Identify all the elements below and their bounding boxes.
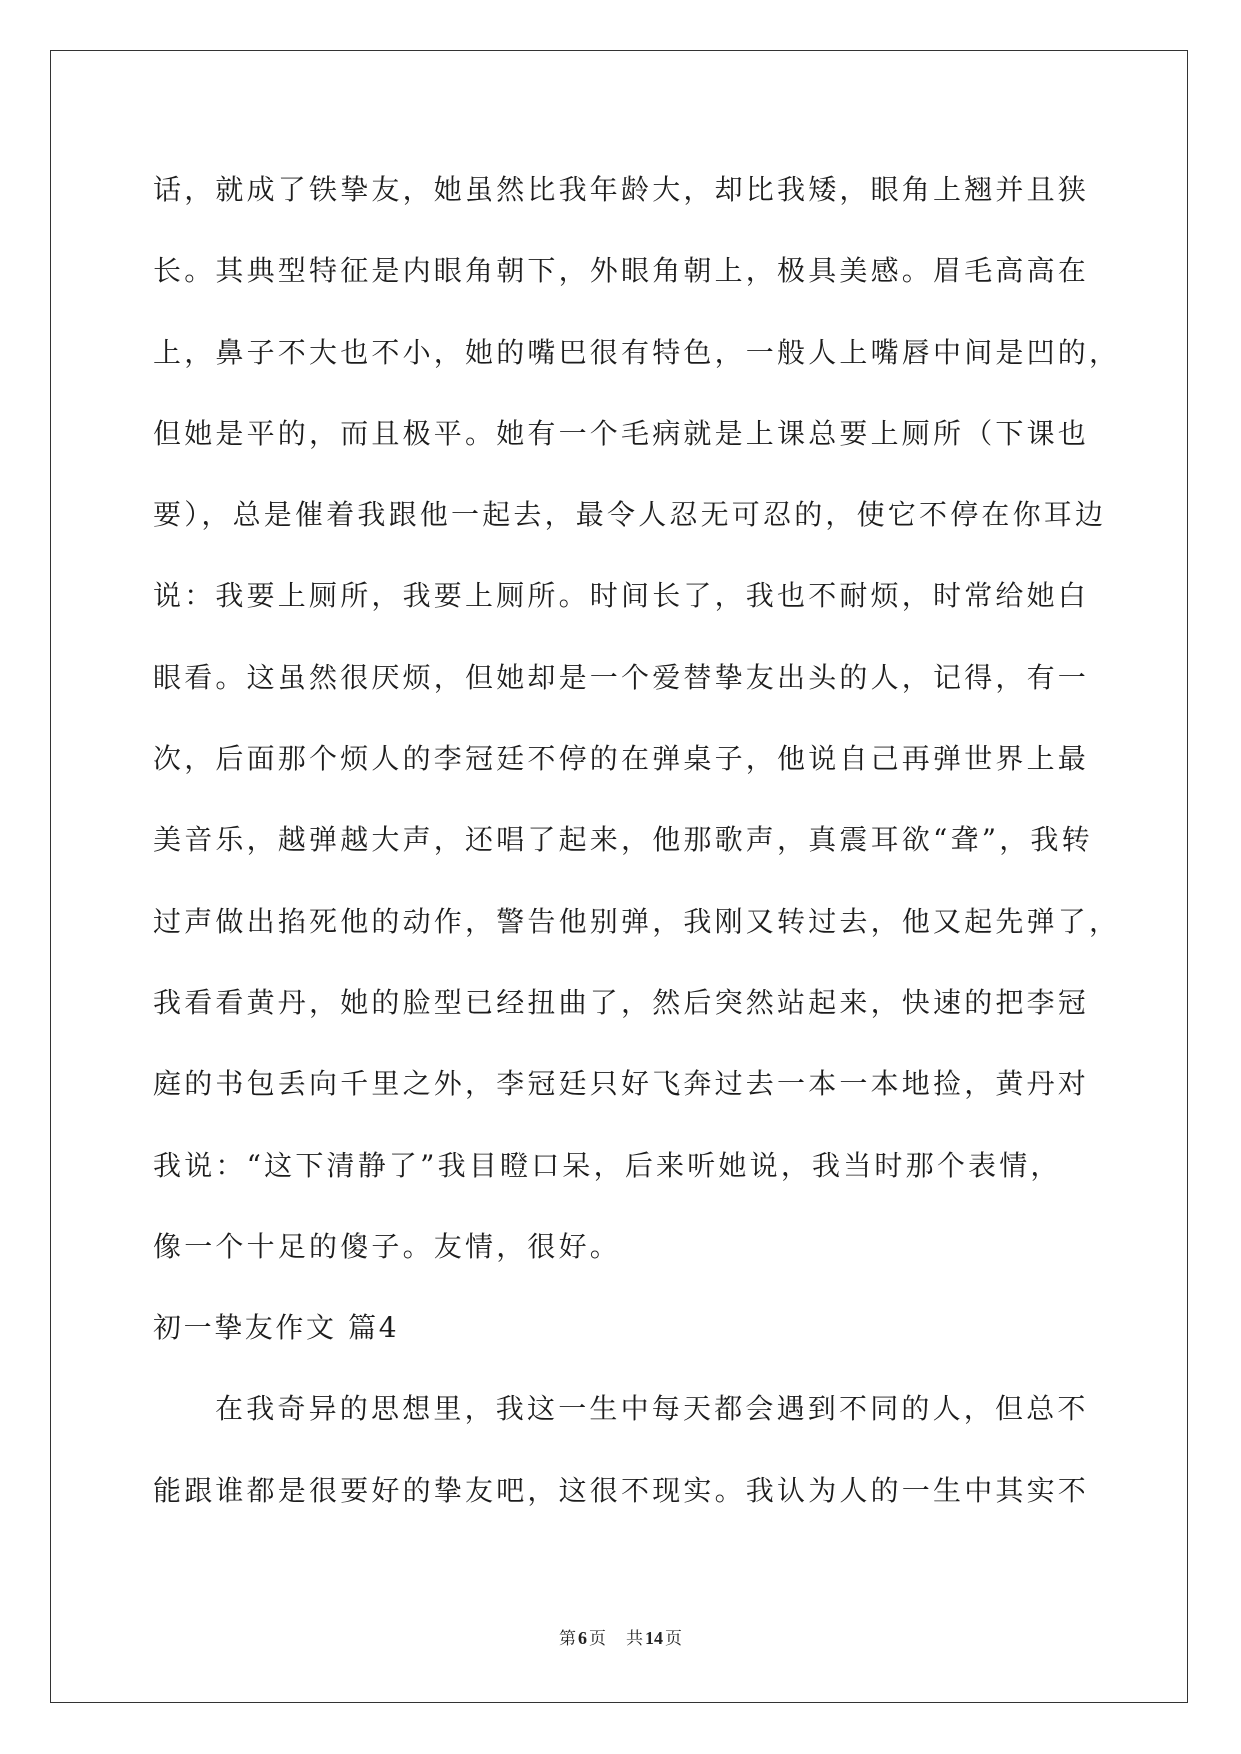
text-line: 像一个十足的傻子。友情，很好。 bbox=[153, 1229, 622, 1263]
text-line: 在我奇异的思想里，我这一生中每天都会遇到不同的人，但总不 bbox=[215, 1392, 1089, 1426]
text-line: 长。其典型特征是内眼角朝下，外眼角朝上，极具美感。眉毛高高在 bbox=[153, 254, 1090, 288]
total-suffix: 页 bbox=[665, 1629, 682, 1649]
text-line: 次，后面那个烦人的李冠廷不停的在弹桌子，他说自己再弹世界上最 bbox=[153, 742, 1090, 776]
text-line: 庭的书包丢向千里之外，李冠廷只好飞奔过去一本一本地捡，黄丹对 bbox=[153, 1067, 1090, 1101]
text-line: 但她是平的，而且极平。她有一个毛病就是上课总要上厕所（下课也 bbox=[153, 416, 1090, 450]
page-prefix: 第 bbox=[559, 1629, 576, 1649]
text-line: 我看看黄丹，她的脸型已经扭曲了，然后突然站起来，快速的把李冠 bbox=[153, 985, 1090, 1019]
text-line: 话，就成了铁挚友，她虽然比我年龄大，却比我矮，眼角上翘并且狭 bbox=[153, 173, 1090, 206]
total-pages: 14 bbox=[645, 1628, 663, 1648]
text-line: 说：我要上厕所，我要上厕所。时间长了，我也不耐烦，时常给她白 bbox=[153, 579, 1090, 613]
page-footer bbox=[0, 1625, 1241, 1652]
text-line: 我说：“这下清静了”我目瞪口呆，后来听她说，我当时那个表情， bbox=[153, 1148, 1062, 1182]
total-prefix: 共 bbox=[626, 1629, 643, 1649]
page-number: 6 bbox=[578, 1628, 587, 1648]
text-line: 美音乐，越弹越大声，还唱了起来，他那歌声，真震耳欲“聋”，我转 bbox=[153, 823, 1093, 857]
text-line: 眼看。这虽然很厌烦，但她却是一个爱替挚友出头的人，记得，有一 bbox=[153, 660, 1090, 694]
text-line: 过声做出掐死他的动作，警告他别弹，我刚又转过去，他又起先弹了， bbox=[153, 904, 1121, 938]
text-line: 要），总是催着我跟他一起去，最令人忍无可忍的，使它不停在你耳边 bbox=[153, 498, 1107, 532]
document-body bbox=[153, 149, 1153, 1531]
section-heading: 初一挚友作文 篇4 bbox=[153, 1311, 400, 1345]
page-suffix: 页 bbox=[589, 1629, 606, 1649]
text-line: 能跟谁都是很要好的挚友吧，这很不现实。我认为人的一生中其实不 bbox=[153, 1473, 1090, 1507]
text-line: 上，鼻子不大也不小，她的嘴巴很有特色，一般人上嘴唇中间是凹的， bbox=[153, 335, 1121, 369]
